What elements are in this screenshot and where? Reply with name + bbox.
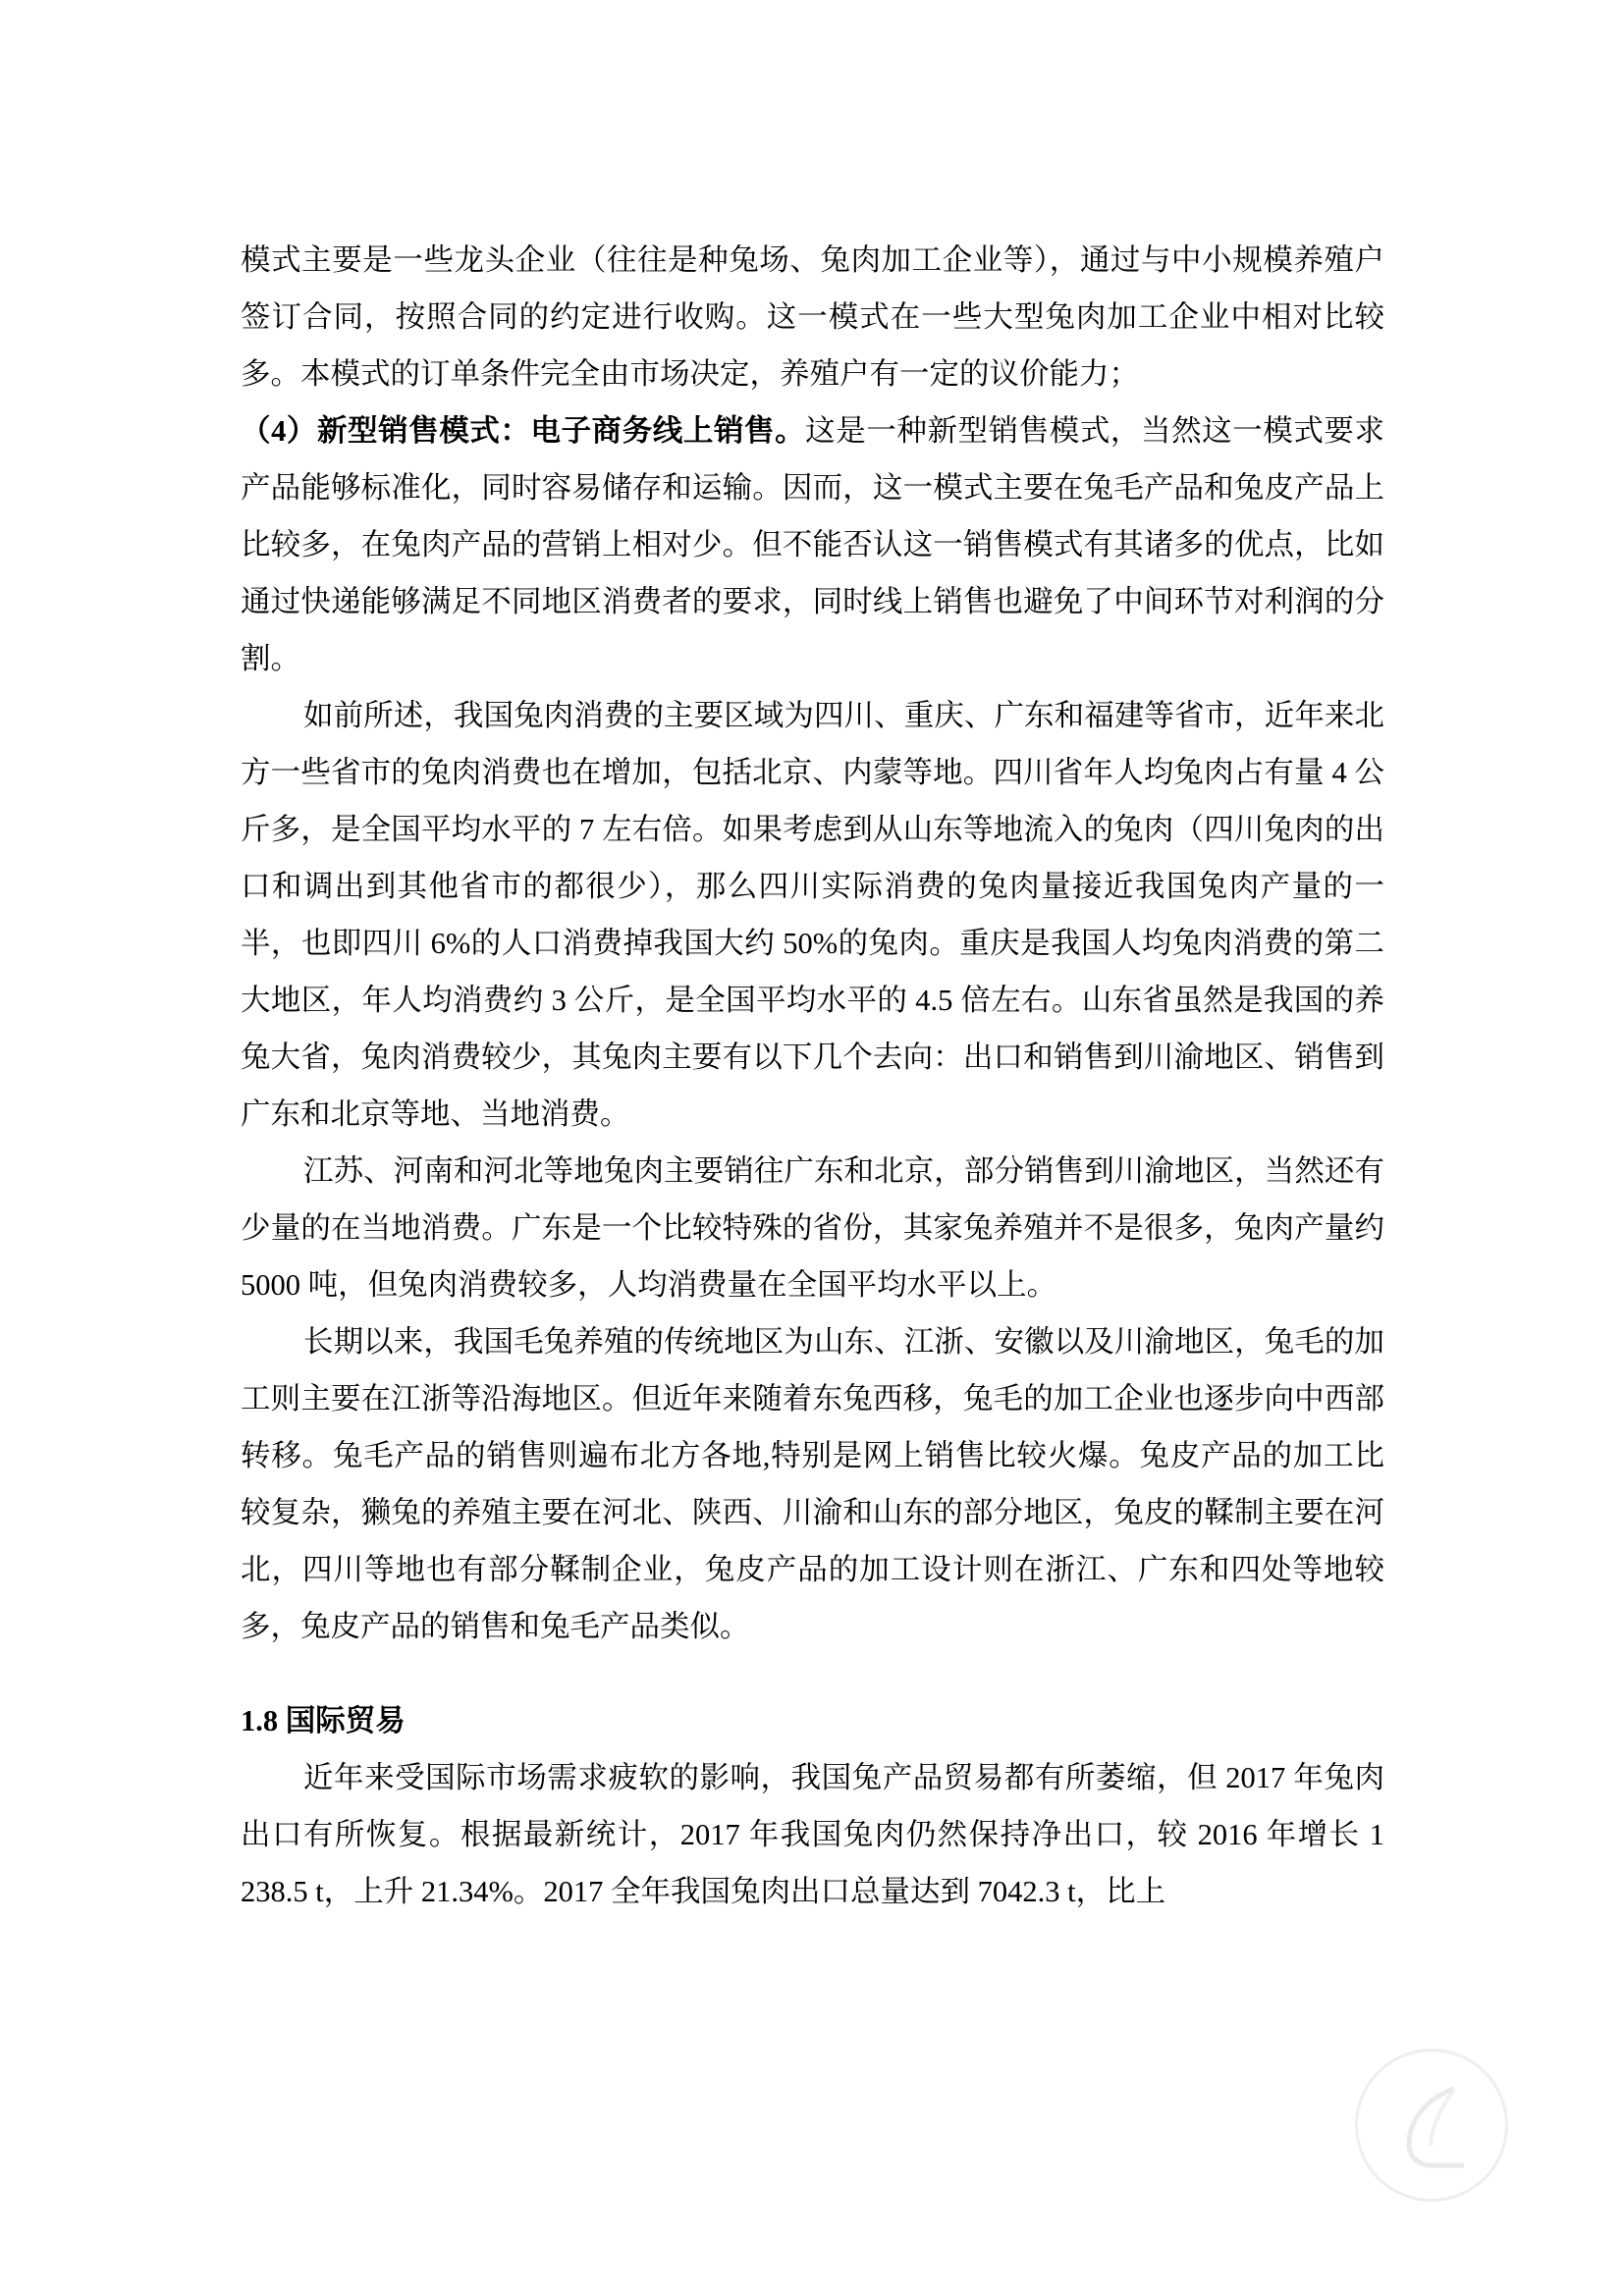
paragraph-1: 模式主要是一些龙头企业（往往是种兔场、兔肉加工企业等），通过与中小规模养殖户签订合同，按照合同的约定进行收购。这一模式在一些大型兔肉加工企业中相对比较多。本模式的订单条件完全由市场决定，养殖户有一定的议价能力；	[241, 243, 1384, 391]
page-content	[241, 232, 1384, 1920]
watermark-logo	[1355, 2049, 1508, 2202]
section-heading-1-8: 1.8 国际贸易	[241, 1704, 406, 1737]
paragraph-6: 近年来受国际市场需求疲软的影响，我国兔产品贸易都有所萎缩，但 2017 年兔肉出口有所恢复。根据最新统计，2017 年我国兔肉仍然保持净出口，较 2016 年增长 1 238.5 t，上升 21.34%。2017 全年我国兔肉出口总量达到 7042.3 t，比上	[241, 1761, 1384, 1908]
paragraph-2	[241, 402, 1384, 687]
paragraph-5: 长期以来，我国毛兔养殖的传统地区为山东、江浙、安徽以及川渝地区，兔毛的加工则主要在江浙等沿海地区。但近年来随着东兔西移，兔毛的加工企业也逐步向中西部转移。兔毛产品的销售则遍布北方各地,特别是网上销售比较火爆。兔皮产品的加工比较复杂，獭兔的养殖主要在河北、陕西、川渝和山东的部分地区，兔皮的鞣制主要在河北，四川等地也有部分鞣制企业，兔皮产品的加工设计则在浙江、广东和四处等地较多，兔皮产品的销售和兔毛产品类似。	[241, 1325, 1384, 1643]
paragraph-3: 如前所述，我国兔肉消费的主要区域为四川、重庆、广东和福建等省市，近年来北方一些省市的兔肉消费也在增加，包括北京、内蒙等地。四川省年人均兔肉占有量 4 公斤多，是全国平均水平的 7 左右倍。如果考虑到从山东等地流入的兔肉（四川兔肉的出口和调出到其他省市的都很少），那么四川实际消费的兔肉量接近我国兔肉产量的一半，也即四川 6%的人口消费掉我国大约 50%的兔肉。重庆是我国人均兔肉消费的第二大地区，年人均消费约 3 公斤，是全国平均水平的 4.5 倍左右。山东省虽然是我国的养兔大省，兔肉消费较少，其兔肉主要有以下几个去向：出口和销售到川渝地区、销售到广东和北京等地、当地消费。	[241, 699, 1384, 1131]
paragraph-2-body: 这是一种新型销售模式，当然这一模式要求产品能够标准化，同时容易储存和运输。因而，这一模式主要在兔毛产品和兔皮产品上比较多，在兔肉产品的营销上相对少。但不能否认这一销售模式有其诸多的优点，比如通过快递能够满足不同地区消费者的要求，同时线上销售也避免了中间环节对利润的分割。	[241, 414, 1385, 675]
paragraph-2-lead: （4）新型销售模式：电子商务线上销售。	[241, 414, 806, 448]
paragraph-4: 江苏、河南和河北等地兔肉主要销往广东和北京，部分销售到川渝地区，当然还有少量的在当地消费。广东是一个比较特殊的省份，其家兔养殖并不是很多，兔肉产量约 5000 吨，但兔肉消费较多，人均消费量在全国平均水平以上。	[241, 1154, 1384, 1302]
